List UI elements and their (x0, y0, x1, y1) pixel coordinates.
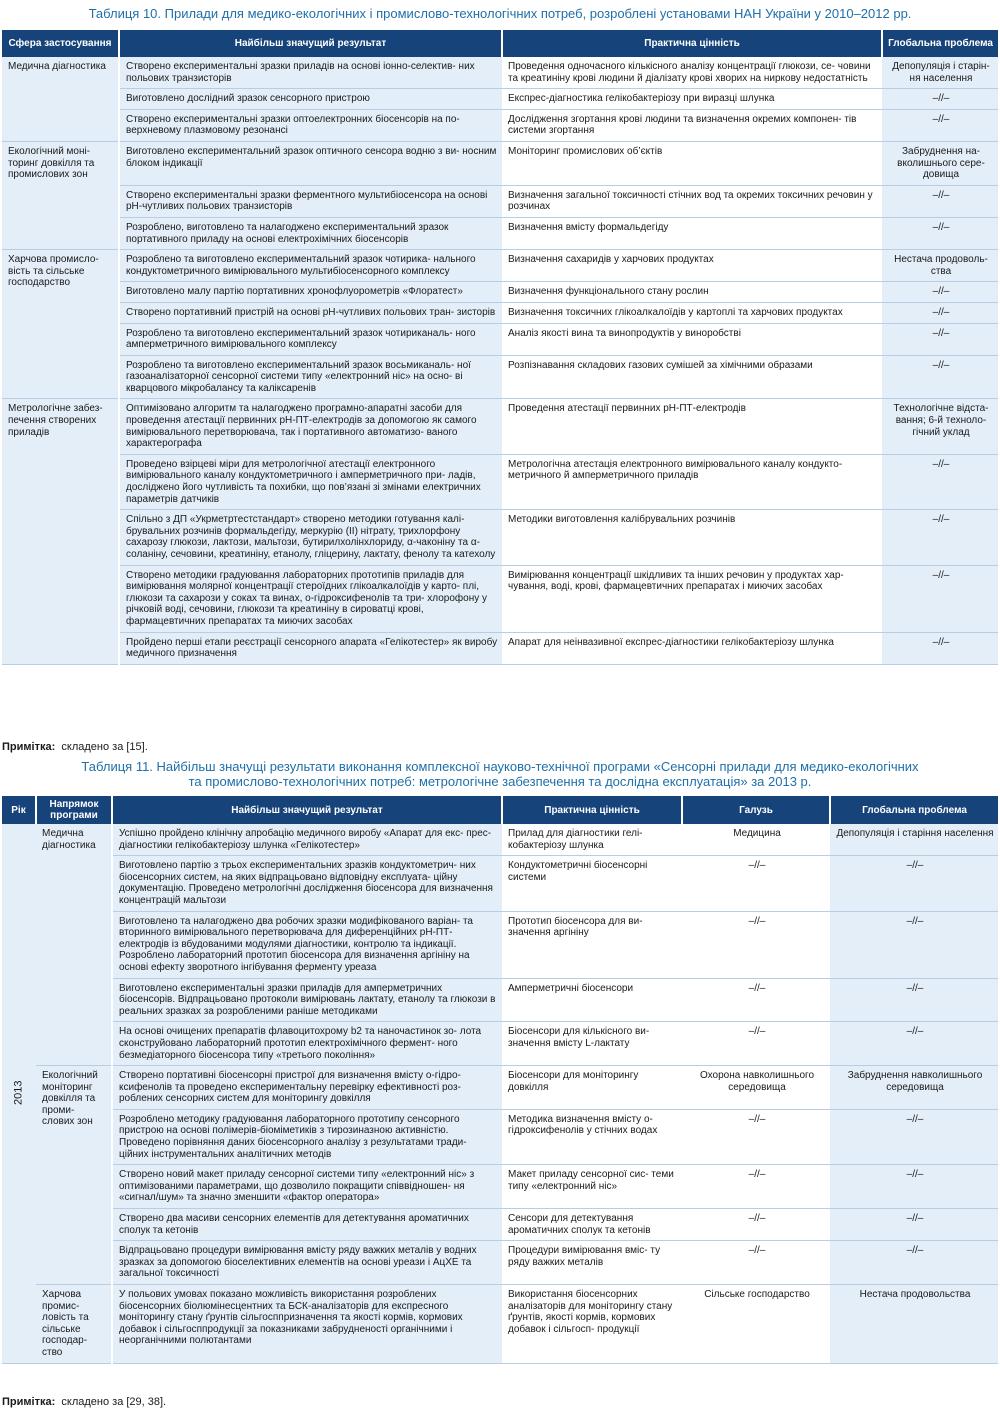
table-row (2, 141, 998, 185)
direction-cell: Медична діагностика (36, 824, 112, 1066)
table-row (2, 323, 998, 355)
value-cell: Методика визначення вмісту о-гідроксифенолів у стічних водах (502, 1109, 682, 1164)
problem-cell: –//– (830, 1165, 998, 1209)
problem-cell: –//– (882, 565, 998, 632)
branch-cell: Сільське господарство (682, 1285, 830, 1364)
value-cell: Експрес-діагностика гелікобактеріозу при виразці шлунка (502, 89, 882, 110)
result-cell: Розроблено методику градуювання лабораторного прототипу сенсорного пристрою на основі полімерів-біоміметиків з тирозиназною активністю. Проведено порівняння даних біосенсорного аналізу з результатами тради- ційних інструментальних аналітичних методів (112, 1109, 502, 1164)
value-cell: Метрологічна атестація електронного вимірювального каналу кондукто- метричного й амперметричного приладів (502, 454, 882, 509)
branch-cell: –//– (682, 1165, 830, 1209)
value-cell: Розпізнавання складових газових сумішей за хімічними образами (502, 355, 882, 399)
branch-cell: –//– (682, 978, 830, 1022)
problem-cell: Депопуляція і старіння населення (830, 824, 998, 856)
table10-note (2, 741, 148, 753)
result-cell: Виготовлено та налагоджено два робочих зразки модифікованого варіан- та вторинного вимірювального перетворювача для диференційних pH-ПТ- електродів із вбудованими модулями діагностики, контролю та індикації. Розроблено лабораторний прототип біосенсора для визначення аргініну на основі ефекту зворотного інгібування ферменту уреаза (112, 911, 502, 978)
problem-cell: –//– (882, 355, 998, 399)
branch-cell: –//– (682, 1109, 830, 1164)
result-cell: На основі очищених препаратів флавоцитохрому b2 та наночастинок зо- лота сконструйовано лабораторний прототип електрохімічного фермент- ного безмедіаторного біосенсора типу «третього покоління» (112, 1022, 502, 1066)
result-cell: Створено методики градуювання лабораторних прототипів приладів для вимірювання молярної концентрації стероїдних глікоалкалоїдів у карто- плі, глюкози та сахарози у соках та винах, о-гідрокcифенолів та три- хлорофону у річковій воді, сечовини, глюкози та креатиніну в сироватці крові, фармацевтичних препаратах та миючих засобах (119, 565, 502, 632)
result-cell: Розроблено та виготовлено експериментальний зразок чотириканаль- ного амперметричного вимірювального комплексу (119, 323, 502, 355)
branch-cell: Медицина (682, 824, 830, 856)
header-result: Найбільш значущий результат (112, 796, 502, 824)
value-cell: Біосенсори для моніторингу довкілля (502, 1066, 682, 1110)
header-problem: Глобальна проблема (830, 796, 998, 824)
table-11 (2, 796, 998, 1364)
header-branch: Галузь (682, 796, 830, 824)
table-row (2, 355, 998, 399)
problem-cell: –//– (882, 217, 998, 249)
note-text: складено за [29, 38]. (61, 1396, 167, 1408)
result-cell: Успішно пройдено клінічну апробацію медичного виробу «Апарат для екс- прес-діагностики гелікобактеріозу шлунка «Гелікотестер» (112, 824, 502, 856)
note-label: Примітка: (2, 1396, 56, 1408)
value-cell: Прилад для діагностики гелі- кобактеріозу шлунка (502, 824, 682, 856)
branch-cell: –//– (682, 856, 830, 911)
result-cell: Оптимізовано алгоритм та налагоджено програмно-апаратні засоби для проведення атестації первинних pH-ПТ-електродів за допомогою як самого вимірювального перетворювача, так і портативного автоматизо- ваного характерографа (119, 399, 502, 454)
branch-cell: –//– (682, 1209, 830, 1241)
table-row (2, 250, 998, 282)
result-cell: Виготовлено партію з трьох експериментальних зразків кондуктометрич- них біосенсорних систем, на яких відпрацьовано відповідну експлуата- ційну документацію. Проведено метрологічні дослідження біосенсора для визначення концентрацій мальтози (112, 856, 502, 911)
problem-cell: –//– (882, 89, 998, 110)
table-row (2, 454, 998, 509)
value-cell: Дослідження згортання крові людини та визначення окремих компонен- тів системи згортання (502, 109, 882, 141)
value-cell: Апарат для неінвазивної експрес-діагностики гелікобактеріозу шлунка (502, 632, 882, 664)
note-text: складено за [15]. (61, 741, 148, 753)
problem-cell: –//– (830, 911, 998, 978)
result-cell: Розроблено, виготовлено та налагоджено експериментальний зразок портативного приладу на основі електрохімічних біосенсорів (119, 217, 502, 249)
value-cell: Амперметричні біосенсори (502, 978, 682, 1022)
table11-caption (0, 759, 1000, 789)
table-row (2, 302, 998, 323)
table-row (2, 911, 998, 978)
branch-cell: Охорона навколишнього середовища (682, 1066, 830, 1110)
value-cell: Аналіз якості вина та винопродуктів у виноробстві (502, 323, 882, 355)
value-cell: Визначення токсичних глікоалкалоїдів у картоплі та харчових продуктах (502, 302, 882, 323)
result-cell: Створено новий макет приладу сенсорної системи типу «електронний ніс» з оптимізованими параметрами, що дозволило покращити співвідношен- ня «сигнал/шум» та значно зменшити «фактор оператора» (112, 1165, 502, 1209)
result-cell: Виготовлено дослідний зразок сенсорного пристрою (119, 89, 502, 110)
header-value: Практична цінність (502, 796, 682, 824)
value-cell: Біосенсори для кількісного ви- значення вмісту L-лактату (502, 1022, 682, 1066)
table-row (2, 978, 998, 1022)
table-row (2, 1109, 998, 1164)
table-row (2, 1209, 998, 1241)
sphere-cell: Медична діагностика (2, 57, 119, 141)
year-label: 2013 (12, 1081, 25, 1106)
sphere-cell: Метрологічне забез- печення створених приладів (2, 399, 119, 664)
result-cell: Розроблено та виготовлено експериментальний зразок чотирика- нального кондуктометричного вимірювального мультибіосенсорного комплексу (119, 250, 502, 282)
branch-cell: –//– (682, 911, 830, 978)
direction-cell: Харчова промис- ловість та сільське господар- ство (36, 1285, 112, 1364)
problem-cell: –//– (882, 323, 998, 355)
result-cell: Створено портативний пристрій на основі pH-чутливих польових тран- зисторів (119, 302, 502, 323)
branch-cell: –//– (682, 1022, 830, 1066)
result-cell: Пройдено перші етапи реєстрації сенсорного апарата «Гелікотестер» як виробу медичного призначення (119, 632, 502, 664)
header-direction: Напрямок програми (36, 796, 112, 824)
result-cell: Створено експериментальні зразки оптоелектронних біосенсорів на по- верхневому плазмовому резонансі (119, 109, 502, 141)
result-cell: У польових умовах показано можливість використання розроблених біосенсорних біолюмінесцентних та БСК-аналізаторів для експресного моніторингу стану ґрунтів сільгосппризначення та якості кормів, кормових добавок і сільгосппродукції за показниками забрудненості органічними і неорганічними полютантами (112, 1285, 502, 1364)
problem-cell: –//– (882, 185, 998, 217)
value-cell: Вимірювання концентрації шкідливих та інших речовин у продуктах хар- чування, воді, крові, фармацевтичних препаратах і миючих засобах (502, 565, 882, 632)
value-cell: Сенсори для детектування ароматичних сполук та кетонів (502, 1209, 682, 1241)
sphere-cell: Екологічний моні- торинг довкілля та промислових зон (2, 141, 119, 249)
table-row (2, 185, 998, 217)
problem-cell: Депопуляція і старін- ня населення (882, 57, 998, 89)
table-row (2, 1285, 998, 1364)
problem-cell: –//– (882, 282, 998, 303)
result-cell: Розроблено та виготовлено експериментальний зразок восьмиканаль- ної газоаналізаторної сенсорної системи типу «електронний ніс» на осно- ві кварцового мікробалансу та каліксаренів (119, 355, 502, 399)
problem-cell: –//– (830, 1022, 998, 1066)
result-cell: Створено портативні біосенсорні пристрої для визначення вмісту о-гідро- ксифенолів та проведено експериментальну перевірку ефективності роз- роблених сенсорних систем для моніторингу довкілля (112, 1066, 502, 1110)
table-row (2, 1165, 998, 1209)
problem-cell: –//– (882, 302, 998, 323)
table11-caption-line1: Таблиця 11. Найбільш значущі результати виконання комплексної науково-технічної програми «Сенсорні прилади для медико-екологічних (81, 759, 919, 774)
value-cell: Моніторинг промислових об’єктів (502, 141, 882, 185)
value-cell: Визначення загальної токсичності стічних вод та окремих токсичних речовин у розчинах (502, 185, 882, 217)
table-row (2, 565, 998, 632)
table10-caption: Таблиця 10. Прилади для медико-екологічних і промислово-технологічних потреб, розроблені установами НАН України у 2010–2012 рр. (88, 6, 912, 21)
table-row (2, 856, 998, 911)
table-row (2, 57, 998, 89)
value-cell: Макет приладу сенсорної сис- теми типу «електронний ніс» (502, 1165, 682, 1209)
value-cell: Методики виготовлення калібрувальних розчинів (502, 510, 882, 565)
table-row (2, 632, 998, 664)
value-cell: Використання біосенсорних аналізаторів для моніторингу стану ґрунтів, якості кормів, кормових добавок і сільгосп- продукції (502, 1285, 682, 1364)
table-row (2, 1066, 998, 1110)
table-row (2, 399, 998, 454)
problem-cell: Технологічне відста- вання; 6-й техноло- гічний уклад (882, 399, 998, 454)
problem-cell: Нестача продовольства (830, 1285, 998, 1364)
problem-cell: Забруднення на- вколишнього сере- довища (882, 141, 998, 185)
value-cell: Визначення вмісту формальдегіду (502, 217, 882, 249)
table-row (2, 89, 998, 110)
problem-cell: Нестача продоволь- ства (882, 250, 998, 282)
problem-cell: –//– (830, 1209, 998, 1241)
result-cell: Створено експериментальні зразки приладів на основі іонно-селектив- них польових транзисторів (119, 57, 502, 89)
result-cell: Виготовлено експериментальні зразки приладів для амперметричних біосенсорів. Відпрацьовано протоколи вимірювань лактату, етанолу та глюкози в реальних зразках за розробленими раніше методиками (112, 978, 502, 1022)
header-year: Рік (2, 796, 36, 824)
branch-cell: –//– (682, 1241, 830, 1285)
result-cell: Виготовлено експериментальний зразок оптичного сенсора водню з ви- носним блоком індикації (119, 141, 502, 185)
result-cell: Проведено взірцеві міри для метрологічної атестації електронного вимірювального каналу кондуктометричного і амперметричного при- ладів, досліджено його чутливість та похибки, що пов’язані зі змінами електричних параметрів датчиків (119, 454, 502, 509)
problem-cell: –//– (830, 856, 998, 911)
table-row (2, 109, 998, 141)
note-label: Примітка: (2, 741, 56, 753)
value-cell: Проведення одночасного кількісного аналізу концентрації глюкози, се- човини та креатиніну крові людини й діалізату крові хворих на ниркову недостатність (502, 57, 882, 89)
sphere-cell: Харчова промисло- вість та сільське господарство (2, 250, 119, 399)
table-row (2, 217, 998, 249)
direction-cell: Екологічний моніторинг довкілля та проми- слових зон (36, 1066, 112, 1285)
value-cell: Процедури вимірювання вміс- ту ряду важких металів (502, 1241, 682, 1285)
header-result: Найбільш значущий результат (119, 30, 502, 57)
header-value: Практична цінність (502, 30, 882, 57)
table-10 (2, 30, 998, 665)
header-problem: Глобальна проблема (882, 30, 998, 57)
table11-note (2, 1396, 166, 1408)
table-row (2, 510, 998, 565)
result-cell: Спільно з ДП «Укрметртестстандарт» створено методики готування калі- брувальних розчинів формальдегіду, меркурію (II) нітрату, трихлорфону сахарозу глюкози, лактози, мальтози, бутирилхолінхлориду, α-чаконіну та α-соланіну, сечовини, креатиніну, етанолу, гліцерину, лактату, фенолу та катехолу (119, 510, 502, 565)
problem-cell: Забруднення навколишнього середовища (830, 1066, 998, 1110)
result-cell: Створено експериментальні зразки ферментного мультибіосенсора на основі pH-чутливих польових транзисторів (119, 185, 502, 217)
result-cell: Відпрацьовано процедури вимірювання вмісту ряду важких металів у водних зразках за допомогою біоселективних елементів на основі уреази і АцХЕ та загальної токсичності (112, 1241, 502, 1285)
table-row (2, 824, 998, 856)
table11-caption-line2: та промислово-технологічних потреб: метрологічне забезпечення та дослідна експлуатація» за 2013 р. (188, 774, 812, 789)
problem-cell: –//– (882, 454, 998, 509)
problem-cell: –//– (830, 1109, 998, 1164)
value-cell: Визначення сахаридів у харчових продуктах (502, 250, 882, 282)
problem-cell: –//– (882, 510, 998, 565)
table-row (2, 282, 998, 303)
value-cell: Прототип біосенсора для ви- значення аргініну (502, 911, 682, 978)
value-cell: Визначення функціонального стану рослин (502, 282, 882, 303)
problem-cell: –//– (882, 109, 998, 141)
value-cell: Проведення атестації первинних pH-ПТ-електродів (502, 399, 882, 454)
year-cell (2, 824, 36, 1363)
table-row (2, 1241, 998, 1285)
problem-cell: –//– (882, 632, 998, 664)
result-cell: Створено два масиви сенсорних елементів для детектування ароматичних сполук та кетонів (112, 1209, 502, 1241)
problem-cell: –//– (830, 978, 998, 1022)
problem-cell: –//– (830, 1241, 998, 1285)
table-row (2, 1022, 998, 1066)
value-cell: Кондуктометричні біосенсорні системи (502, 856, 682, 911)
result-cell: Виготовлено малу партію портативних хронофлуорометрів «Флоратест» (119, 282, 502, 303)
header-sphere: Сфера застосування (2, 30, 119, 57)
